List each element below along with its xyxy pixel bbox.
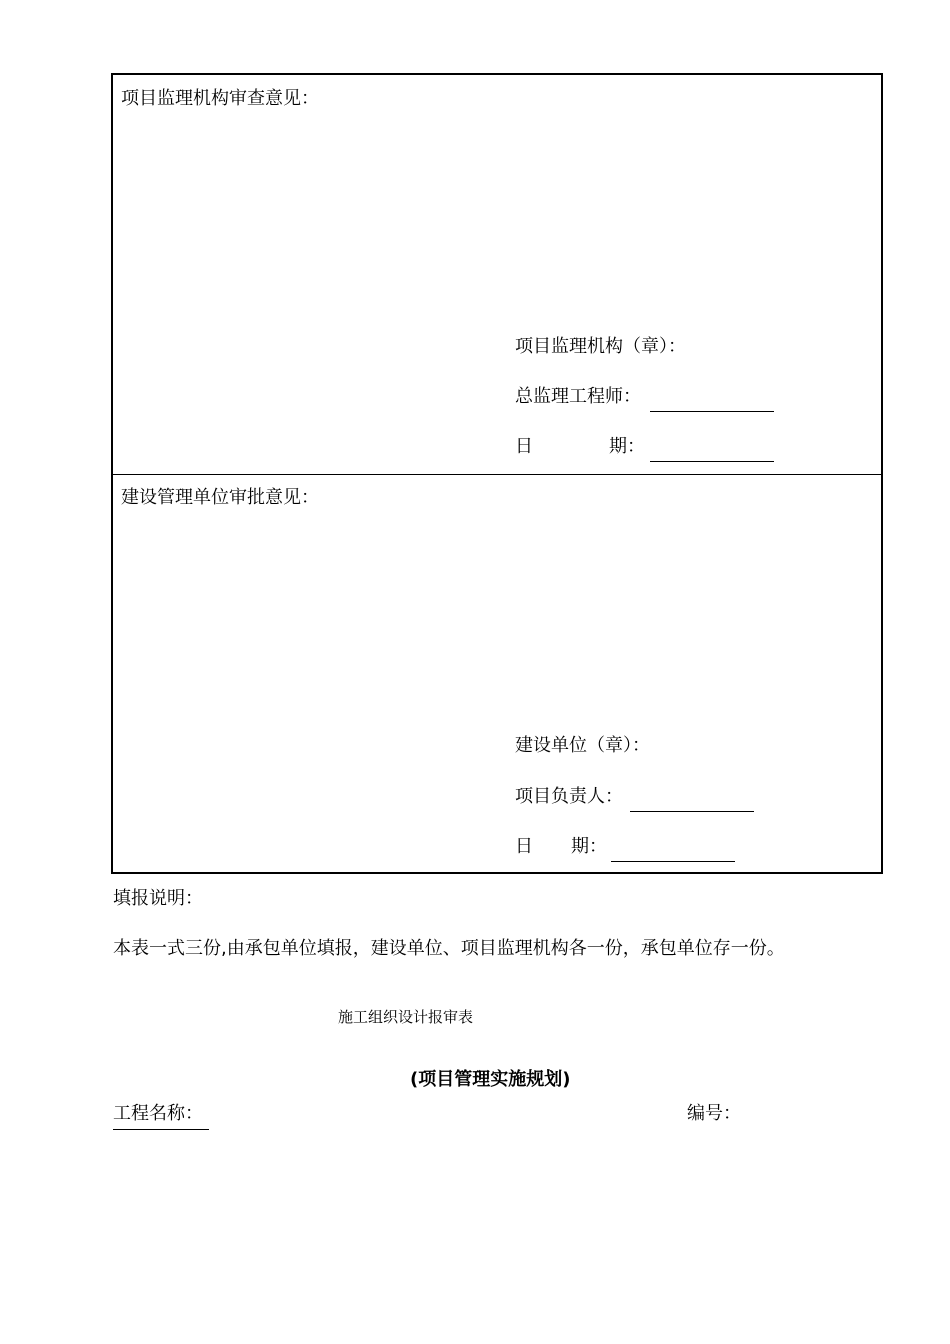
project-responsible-label: 项目负责人： — [515, 786, 623, 807]
owner-date-label-period: 期： — [571, 836, 607, 857]
filling-notes-body: 本表一式三份,由承包单位填报，建设单位、项目监理机构各一份，承包单位存一份。 — [113, 938, 785, 959]
supervisor-date-label-day: 日 — [515, 436, 533, 457]
supervisor-date-label-period: 期： — [609, 436, 645, 457]
section-divider — [111, 474, 883, 475]
chief-engineer-signature-line — [650, 411, 774, 412]
form-number-label: 编号： — [687, 1103, 741, 1124]
form-subtitle: (项目管理实施规划) — [410, 1069, 571, 1090]
project-responsible-signature-line — [630, 811, 754, 812]
filling-notes-heading: 填报说明： — [113, 888, 203, 909]
supervisor-date-line — [650, 461, 774, 462]
owner-approval-heading: 建设管理单位审批意见： — [121, 487, 319, 508]
project-name-underline — [113, 1129, 209, 1130]
supervisor-review-heading: 项目监理机构审查意见： — [121, 88, 319, 109]
owner-date-label-day: 日 — [515, 836, 533, 857]
supervisor-stamp-label: 项目监理机构（章）： — [515, 336, 686, 357]
owner-stamp-label: 建设单位（章）： — [515, 735, 650, 756]
chief-engineer-label: 总监理工程师： — [515, 386, 641, 407]
owner-date-line — [611, 861, 735, 862]
form-title: 施工组织设计报审表 — [338, 1008, 474, 1026]
project-name-label: 工程名称： — [113, 1103, 203, 1124]
